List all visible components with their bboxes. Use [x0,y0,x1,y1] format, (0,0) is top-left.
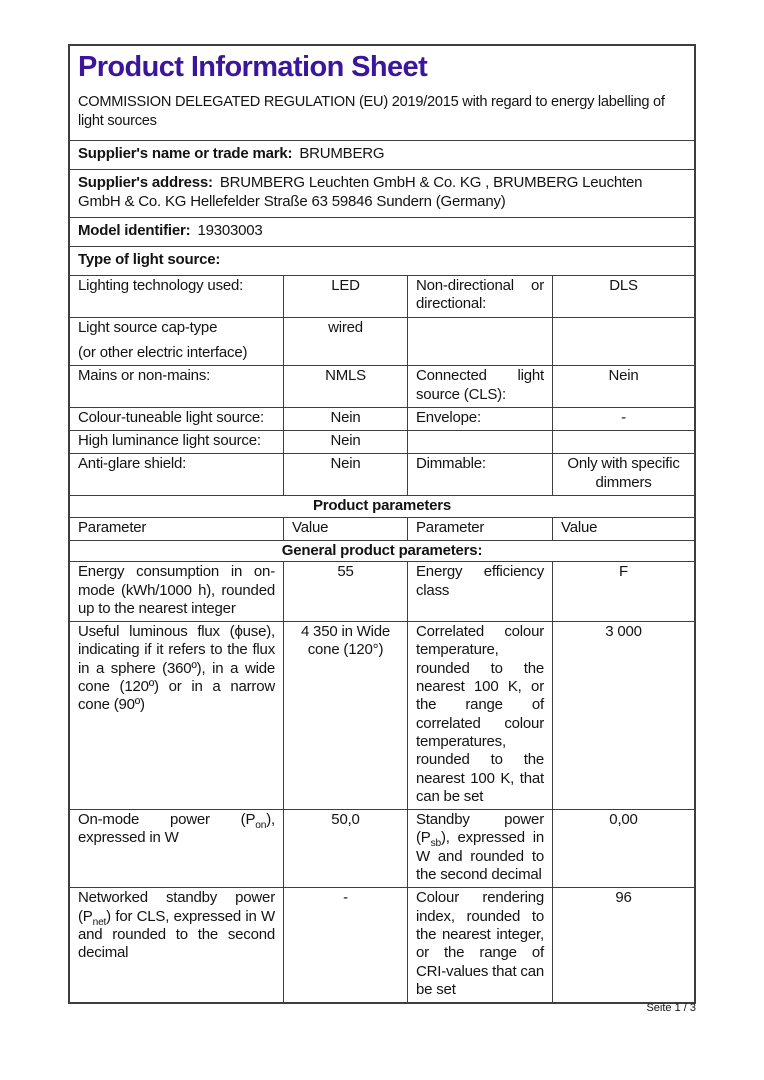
value-cell: 55 [283,562,407,621]
table-row [70,621,694,809]
value-cell: LED [283,276,407,317]
model-identifier-value: 19303003 [197,222,263,240]
value-cell: wired [283,318,407,366]
parameter-cell [407,318,552,366]
value-cell: F [552,562,694,621]
value-cell: 96 [552,888,694,1002]
value-cell: Nein [283,454,407,495]
parameter-cell: Networked standby power $(P_{net})$ for CLS, expressed in W and rounded to the second decimal [78,889,275,962]
value-cell: Only with specific dimmers [552,454,694,495]
parameter-cell: Mains or non-mains: [78,367,211,385]
supplier-name-row [70,140,694,169]
value-cell [552,318,694,366]
value-cell: NMLS [283,366,407,407]
table-row [70,453,694,495]
value-cell: 0,00 [552,810,694,887]
column-header-value: Value [283,518,407,540]
table-row [70,809,694,887]
page-number: Seite 1 / 3 [646,1002,696,1014]
value-cell: 3 000 [552,622,694,809]
value-cell: - [552,408,694,430]
parameter-cell: On-mode power $(P_{on})$, expressed in W [78,811,275,847]
type-of-light-source-row [70,246,694,275]
column-header-row [70,517,694,540]
product-parameters-header: Product parameters [70,495,694,517]
type-of-light-source-table [70,275,694,495]
table-row [70,407,694,430]
parameter-cell: Anti-glare shield: [78,455,187,473]
parameter-cell: Colour-tuneable light source: [78,408,264,426]
table-row [70,430,694,453]
table-row [70,561,694,621]
model-identifier-label: Model identifier: [78,222,191,240]
table-row [70,365,694,407]
table-row [70,317,694,366]
general-product-parameters-header: General product parameters: [70,540,694,561]
parameter-cell: Dimmable: [407,454,552,495]
regulation-subtitle: COMMISSION DELEGATED REGULATION (EU) 2019/2015 with regard to energy labelling of light sources [78,94,665,130]
supplier-address-label: Supplier's address: [78,174,213,192]
value-cell: DLS [552,276,694,317]
parameter-cell: Non-directional or directional: [407,276,552,317]
column-header-value: Value [552,518,694,540]
parameter-cell: Useful luminous flux (ϕuse), indicating if it refers to the flux in a sphere (360º), in a wide cone (120º) or in a narrow cone (90º) [78,623,275,714]
parameter-cell: Lighting technology used: [78,277,244,295]
supplier-address-value: BRUMBERG Leuchten GmbH & Co. KG , BRUMBERG Leuchten GmbH & Co. KG Hellefelder Straße 63 59846 Sundern (Germany) [78,174,643,211]
parameter-cell: Connected light source (CLS): [407,366,552,407]
table-row [70,275,694,317]
column-header-parameter: Parameter [407,518,552,540]
page-title: Product Information Sheet [78,51,428,83]
general-product-parameters-table [70,561,694,1002]
value-cell: Nein [283,408,407,430]
parameter-cell: Colour rendering index, rounded to the nearest integer, or the range of CRI-values that can be set [407,888,552,1002]
value-cell: Nein [552,366,694,407]
parameter-cell [407,431,552,453]
value-cell: 4 350 in Wide cone (120°) [283,622,407,809]
parameter-cell: Standby power $(P_{sb})$, expressed in W and rounded to the second decimal [407,810,552,887]
parameter-cell: Correlated colour temperature, rounded to the nearest 100 K, or the range of correlated colour temperatures, rounded to the nearest 100 K, that can be set [407,622,552,809]
parameter-cell: Energy efficiency class [407,562,552,621]
value-cell [552,431,694,453]
value-cell: Nein [283,431,407,453]
table-row [70,887,694,1002]
supplier-name-value: BRUMBERG [299,145,385,163]
value-cell: - [283,888,407,1002]
model-identifier-row [70,217,694,246]
parameter-cell: Envelope: [407,408,552,430]
supplier-address-row [70,169,694,217]
value-cell: 50,0 [283,810,407,887]
parameter-cell: Light source cap-type (or other electric interface) [78,318,248,361]
parameter-cell: High luminance light source: [78,432,261,450]
column-header-parameter: Parameter [78,519,147,536]
supplier-name-label: Supplier's name or trade mark: [78,145,293,163]
product-info-sheet [68,44,696,1004]
title-block [70,46,694,140]
type-of-light-source-label: Type of light source: [78,251,221,269]
parameter-cell: Energy consumption in on-mode (kWh/1000 h), rounded up to the nearest integer [78,563,275,617]
